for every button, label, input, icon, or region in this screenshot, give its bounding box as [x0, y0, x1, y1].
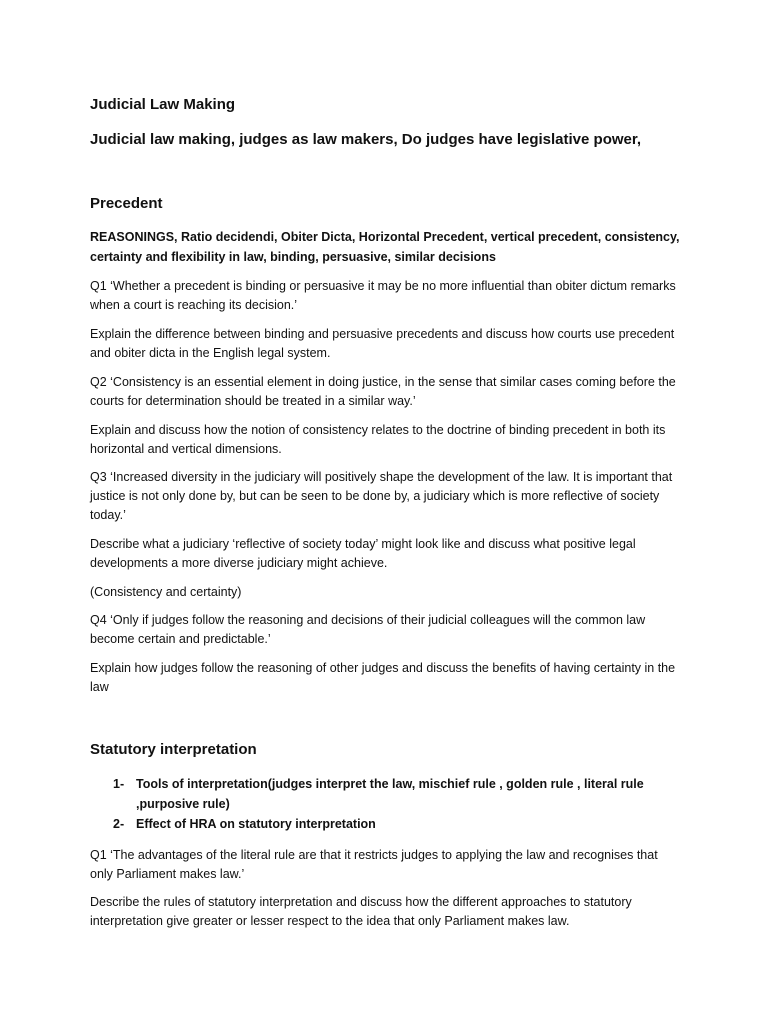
list-item-text: Effect of HRA on statutory interpretation — [136, 817, 376, 831]
precedent-q2: Q2 ‘Consistency is an essential element in doing justice, in the sense that similar cases coming before the courts for determination should be treated in a similar way.’ — [90, 375, 676, 408]
precedent-keywords: REASONINGS, Ratio decidendi, Obiter Dicta, Horizontal Precedent, vertical precedent, consistency, certainty and flexibility in law, binding, persuasive, similar decisions — [90, 230, 680, 264]
list-item-number: 2- — [113, 817, 125, 831]
list-item — [113, 814, 673, 834]
list-item-number: 1- — [113, 777, 125, 791]
precedent-q1-task: Explain the difference between binding and persuasive precedents and discuss how courts use precedent and obiter dicta in the English legal system. — [90, 327, 675, 360]
statutory-q1: Q1 ‘The advantages of the literal rule are that it restricts judges to applying the law and recognises that only Parliament makes law.’ — [90, 848, 658, 881]
list-item — [113, 774, 673, 814]
precedent-q4: Q4 ‘Only if judges follow the reasoning and decisions of their judicial colleagues will the common law become certain and predictable.’ — [90, 613, 646, 646]
document-title: Judicial Law Making — [90, 96, 236, 113]
section-heading-precedent: Precedent — [90, 195, 163, 212]
statutory-q1-task: Describe the rules of statutory interpretation and discuss how the different approaches to statutory interpretation give greater or lesser respect to the idea that only Parliament makes law. — [90, 895, 632, 928]
document-subtitle: Judicial law making, judges as law makers, Do judges have legislative power, — [90, 131, 642, 148]
list-item-text: Tools of interpretation(judges interpret the law, mischief rule , golden rule , literal rule ,purposive rule) — [136, 777, 644, 811]
precedent-q3-task: Describe what a judiciary ‘reflective of society today’ might look like and discuss what positive legal developments a more diverse judiciary might achieve. — [90, 537, 636, 570]
precedent-q4-task: Explain how judges follow the reasoning of other judges and discuss the benefits of having certainty in the law — [90, 661, 676, 694]
precedent-q1: Q1 ‘Whether a precedent is binding or persuasive it may be no more influential than obiter dictum remarks when a court is reaching its decision.’ — [90, 279, 676, 312]
precedent-note: (Consistency and certainty) — [90, 585, 242, 599]
section-heading-statutory: Statutory interpretation — [90, 741, 257, 758]
precedent-q3: Q3 ‘Increased diversity in the judiciary will positively shape the development of the law. It is important that justice is not only done by, but can be seen to be done by, a judiciary which is more reflective of society today.’ — [90, 470, 673, 522]
precedent-q2-task: Explain and discuss how the notion of consistency relates to the doctrine of binding precedent in both its horizontal and vertical dimensions. — [90, 423, 666, 456]
